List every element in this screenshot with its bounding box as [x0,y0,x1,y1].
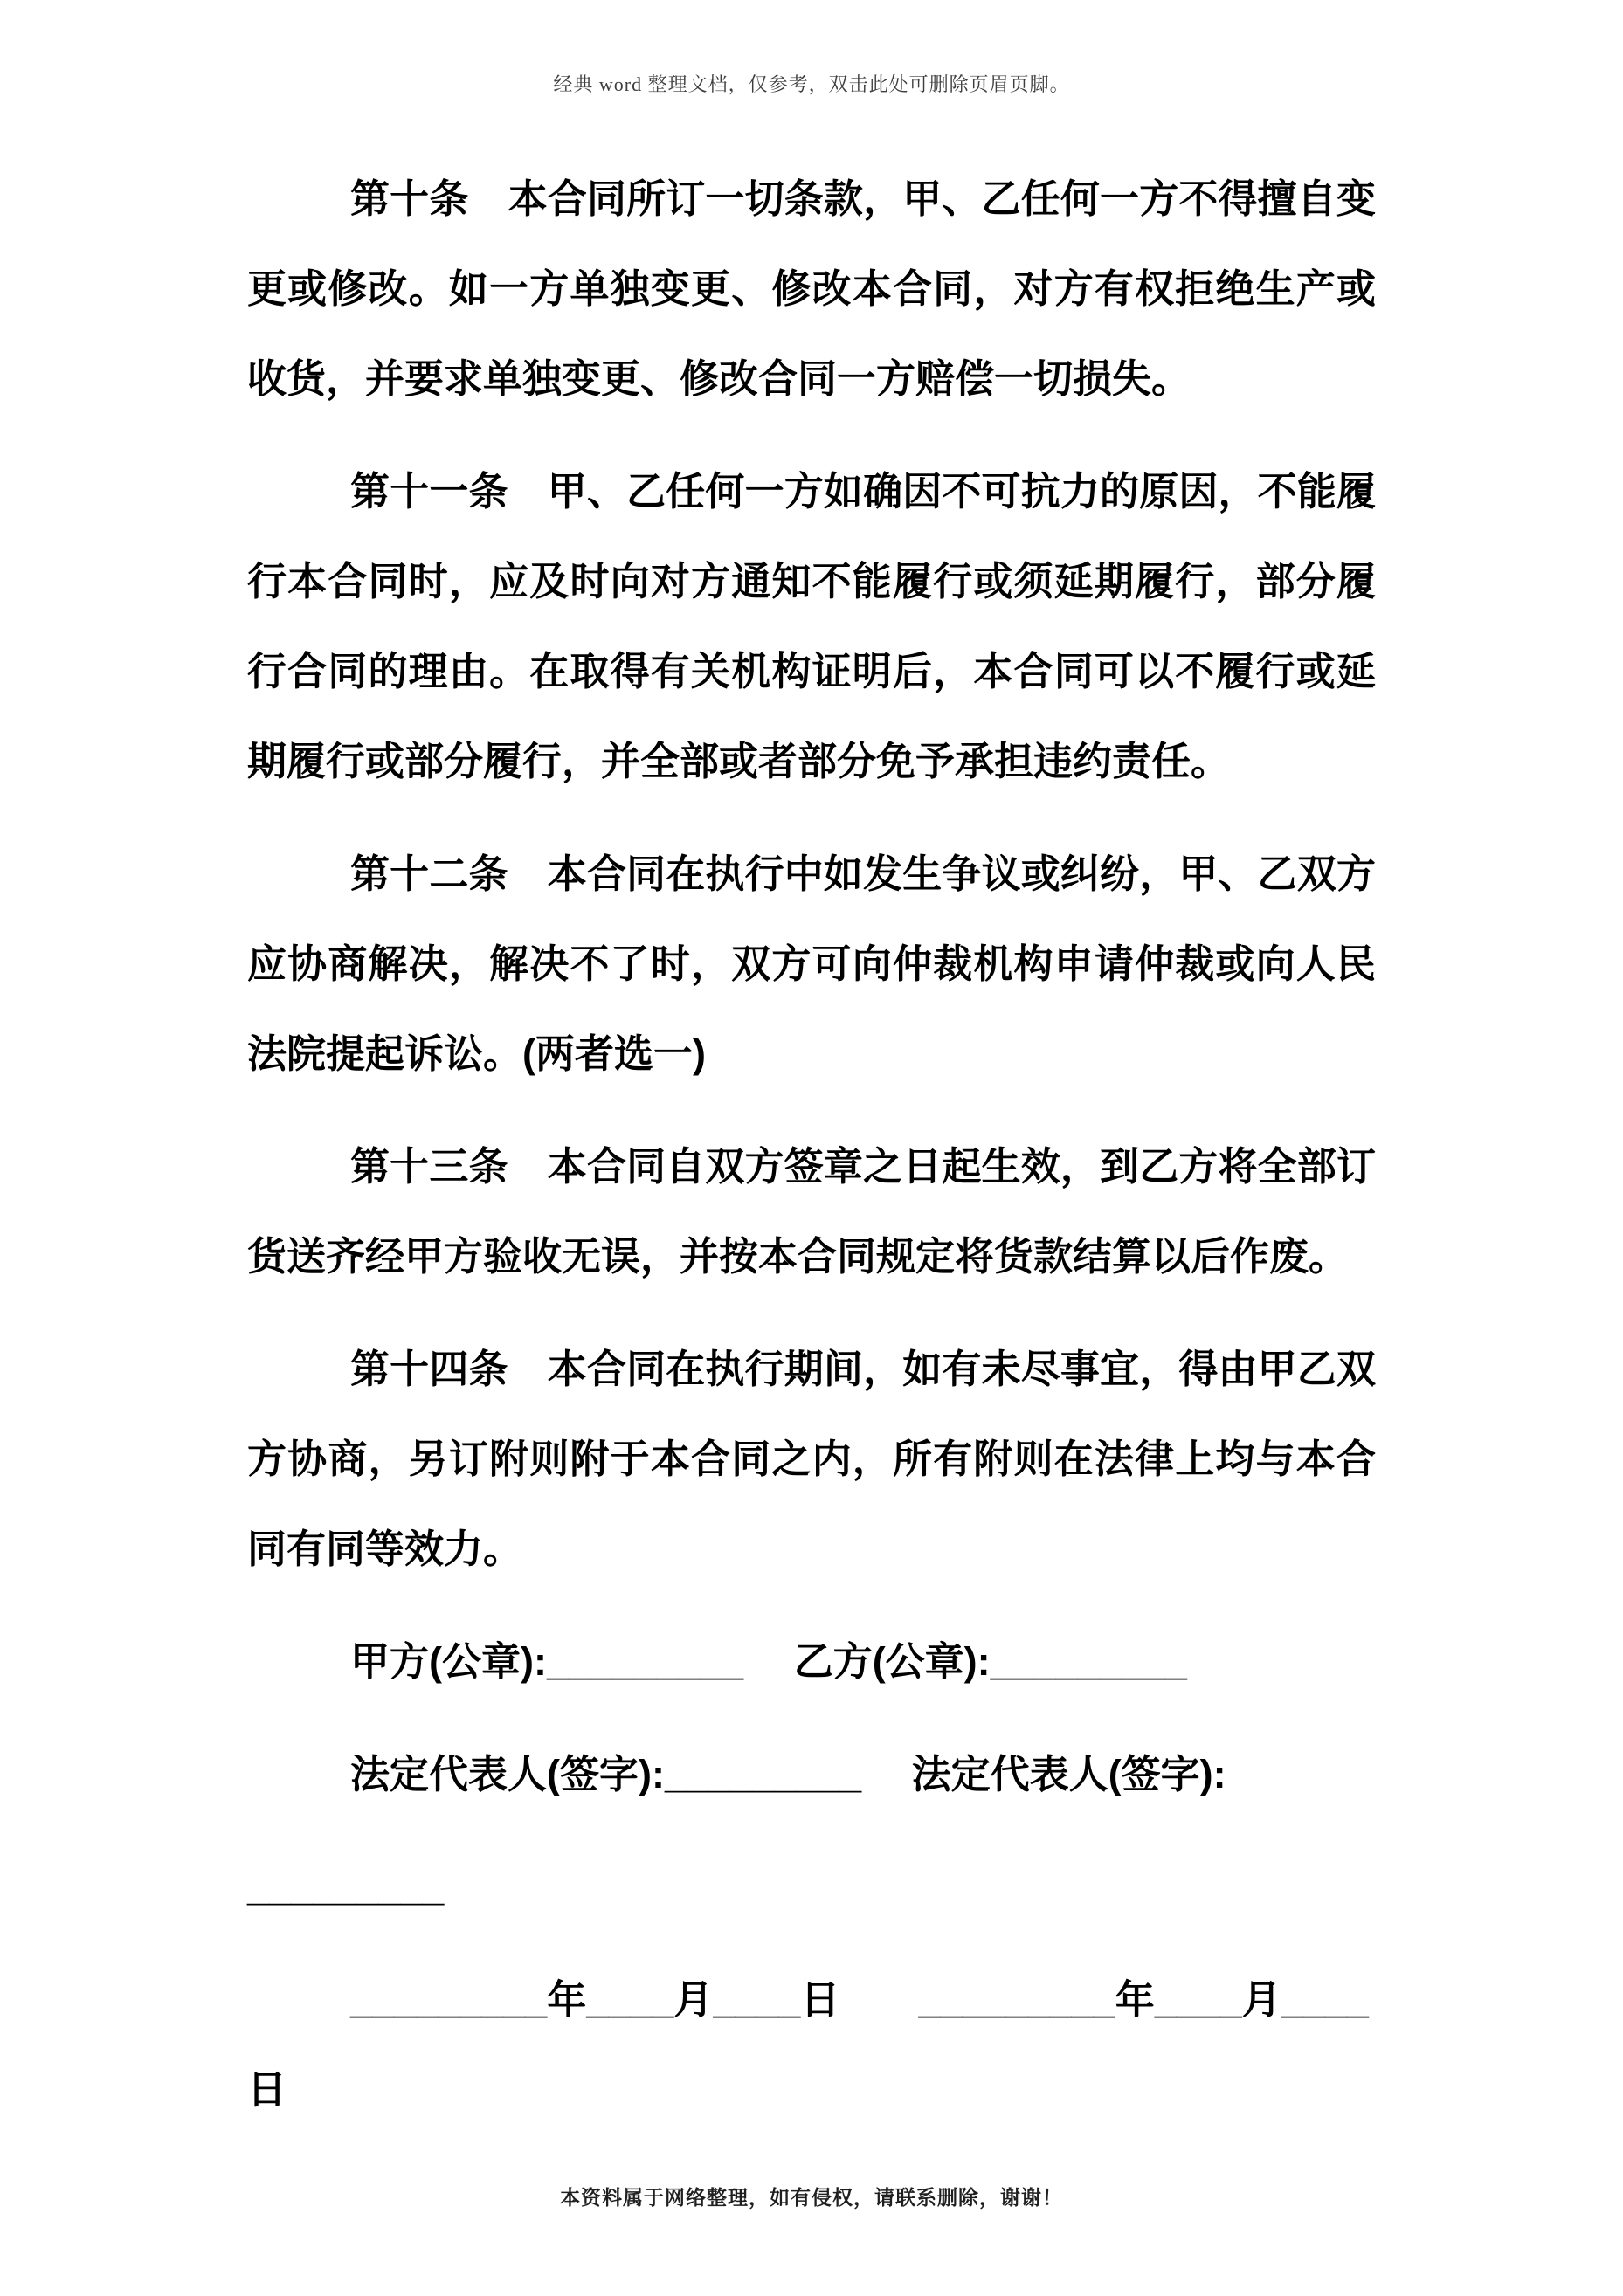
article-14-paragraph: 第十四条 本合同在执行期间，如有未尽事宜，得由甲乙双方协商，另订附则附于本合同之内，所有附则在法律上均与本合同有同等效力。 [247,1347,1376,1571]
page-header-note: 经典 word 整理文档，仅参考，双击此处可删除页眉页脚。 [553,73,1070,95]
signing-dates-line: _________年____月____日 _________年____月____日 [247,1977,1369,2112]
article-12-paragraph: 第十二条 本合同在执行中如发生争议或纠纷，甲、乙双方应协商解决，解决不了时，双方可向仲裁机构申请仲裁或向人民法院提起诉讼。(两者选一) [247,852,1376,1076]
page-footer-note: 本资料属于网络整理，如有侵权，请联系删除，谢谢！ [560,2186,1063,2209]
party-seals-line: 甲方(公章):_________ 乙方(公章):_________ [350,1639,1187,1684]
legal-representatives-line: 法定代表人(签字):_________ 法定代表人(签字): [350,1752,1226,1796]
legal-representatives-line-continuation: _________ [247,1865,445,1909]
article-13-paragraph: 第十三条 本合同自双方签章之日起生效，到乙方将全部订货送齐经甲方验收无误，并按本合同规定将货款结算以后作废。 [247,1144,1376,1279]
article-11-paragraph: 第十一条 甲、乙任何一方如确因不可抗力的原因，不能履行本合同时，应及时向对方通知不能履行或须延期履行，部分履行合同的理由。在取得有关机构证明后，本合同可以不履行或延期履行或部分履行，并全部或者部分免予承担违约责任。 [247,469,1376,783]
contract-body [247,154,1376,2157]
article-10-paragraph: 第十条 本合同所订一切条款，甲、乙任何一方不得擅自变更或修改。如一方单独变更、修改本合同，对方有权拒绝生产或收货，并要求单独变更、修改合同一方赔偿一切损失。 [247,176,1376,401]
